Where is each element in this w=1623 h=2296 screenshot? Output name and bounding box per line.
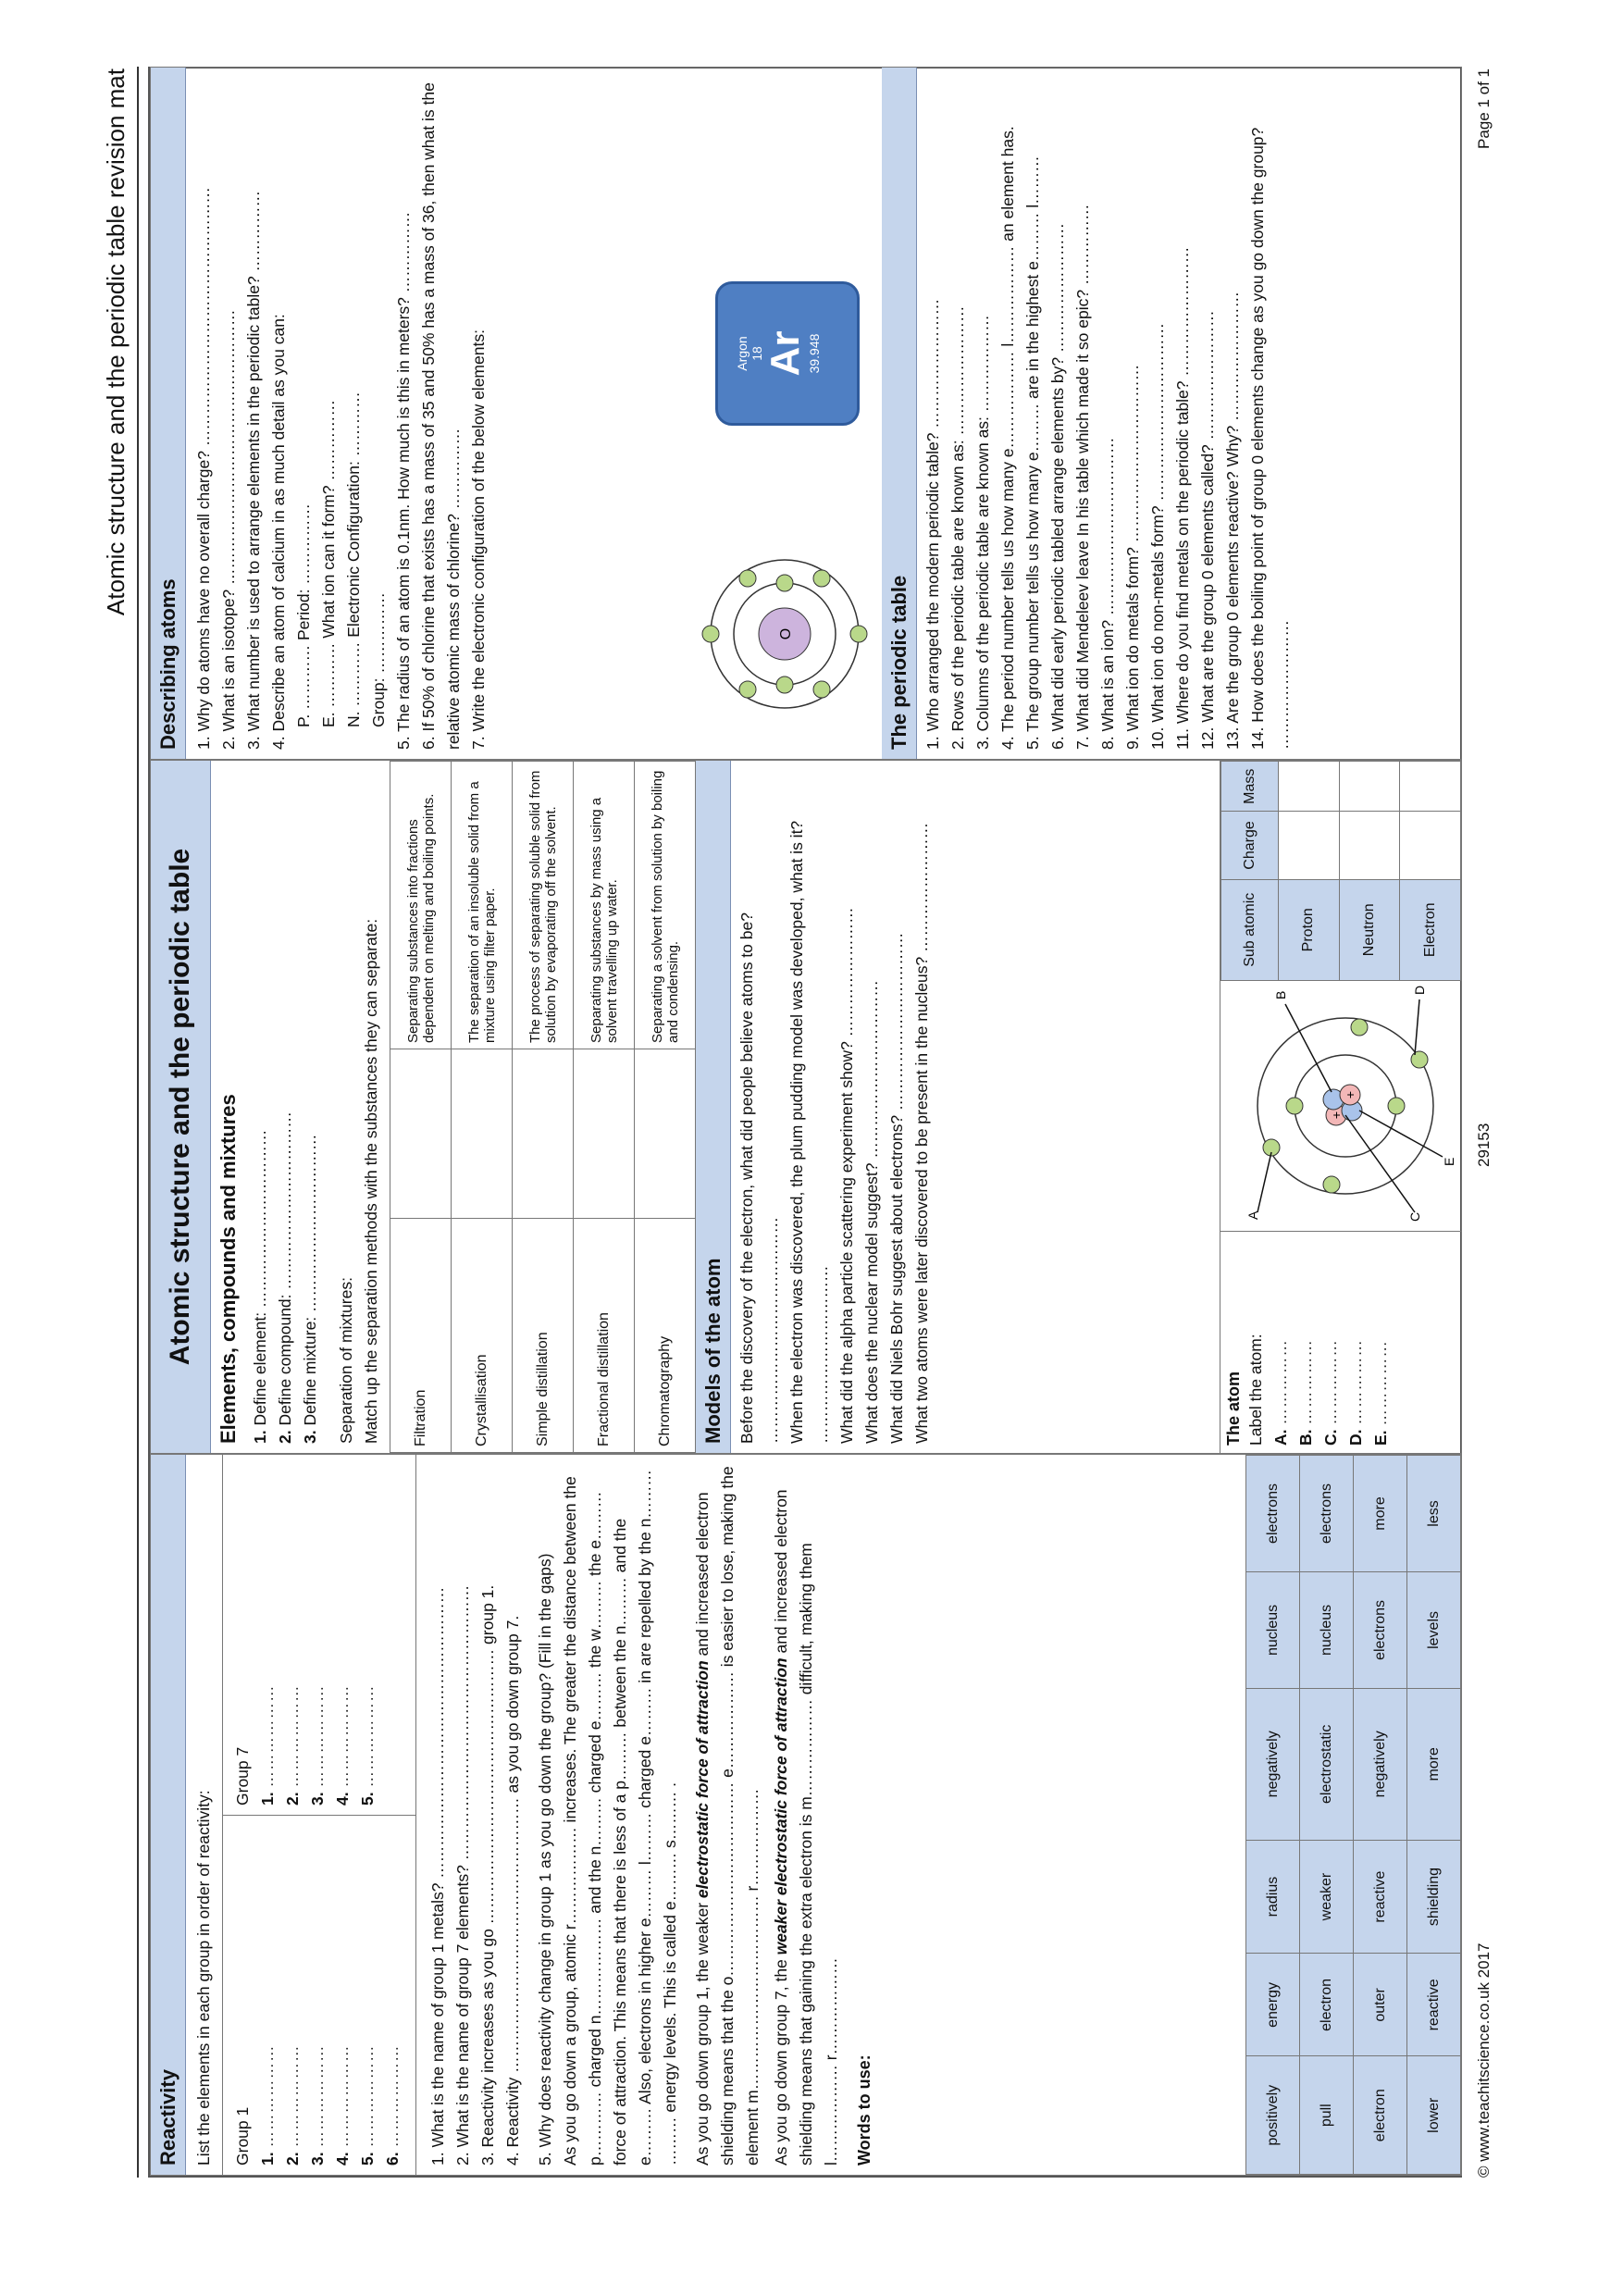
group7-list — [223, 1455, 415, 1815]
describing-heading: Describing atoms — [151, 68, 186, 759]
describing-question: 4. Describe an atom of calcium in as much detail as you can: — [269, 314, 288, 750]
reactivity-question: 2. What is the name of group 7 elements? …………………………………………… — [453, 1584, 472, 2166]
group7-paragraph: As you go down group 7, the weaker electrostatic force of attraction and increased electron shielding means that gaining the extra electron is m……………… difficult, making them l……………… r……………… — [772, 1489, 840, 2166]
electron-shell-diagram — [697, 537, 873, 731]
argon-tile — [715, 281, 860, 426]
pt-question: 5. The group number tells us how many e……… are in the highest e……… l……… — [1023, 155, 1042, 750]
description-5: Separating a solvent from solution by boiling and condensing. — [635, 762, 696, 1049]
method-simple-distillation: Simple distillation — [513, 1219, 574, 1453]
group1-entry: 6. ……………… — [383, 2044, 402, 2166]
word-cell: positively — [1246, 2056, 1300, 2175]
pointer-c — [1345, 1115, 1415, 1212]
group7-entry: 5. ……………… — [358, 1684, 377, 1806]
pt-question: 3. Columns of the periodic table are known as: ……………… — [973, 315, 992, 750]
method-fractional-distillation: Fractional distillation — [574, 1219, 635, 1453]
atom-label-b: B. …………… — [1296, 1339, 1315, 1446]
separation-match-table — [390, 761, 696, 1453]
electron — [1388, 1098, 1405, 1114]
group1-entry: 4. ……………… — [333, 2044, 352, 2166]
pt-question: 1. Who arranged the modern periodic table? …………………… — [923, 298, 942, 750]
description-1: Separating substances into fractions dependent on melting and boiling points. — [390, 762, 452, 1049]
word-cell: radius — [1246, 1840, 1300, 1954]
atom-section — [1220, 761, 1461, 1453]
pt-question: 10. What ion do non-metals form? …………………………… — [1148, 323, 1167, 750]
pt-question: 8. What is an ion? …………………………… — [1098, 437, 1117, 750]
word-cell: electrons — [1300, 1456, 1354, 1572]
pt-question: 13. Are the group 0 elements reactive? Why? …………………… — [1223, 291, 1242, 750]
describing-questions — [186, 68, 497, 759]
describing-question: 5. The radius of an atom is 0.1nm. How much is this in meters? …………… — [394, 211, 413, 750]
reactivity-question-5: 5. Why does reactivity change in group 1 as you go down the group? (Fill in the gaps) — [536, 1553, 554, 2166]
models-question: What did Niels Bohr suggest about electrons? …………………………… — [887, 932, 906, 1444]
middle-panel — [150, 760, 1462, 1454]
page-header-title: Atomic structure and the periodic table revision mat — [102, 68, 130, 616]
describing-question: 1. Why do atoms have no overall charge? ………………………………………… — [194, 187, 213, 750]
word-cell: outer — [1354, 1954, 1407, 2056]
atom-letter-b: B — [1273, 990, 1288, 999]
pt-question: 9. What ion do metals form? …………………………… — [1123, 364, 1142, 750]
periodic-table-heading: The periodic table — [882, 68, 917, 759]
argon-mass: 39.948 — [807, 333, 822, 374]
calcium-group: Group: …………… — [369, 592, 388, 727]
define-mixture: 3. Define mixture: …………………………… — [301, 1134, 319, 1444]
word-cell: negatively — [1354, 1688, 1407, 1840]
reactivity-heading: Reactivity — [151, 1455, 186, 2175]
atom-label-e: E. …………… — [1371, 1340, 1390, 1446]
atom-instruction: Label the atom: — [1246, 1334, 1265, 1446]
define-compound: 2. Define compound: …………………………… — [276, 1111, 294, 1444]
define-element: 1. Define element: …………………………… — [251, 1129, 269, 1444]
method-chromatography: Chromatography — [635, 1219, 696, 1453]
word-cell: electrons — [1354, 1571, 1407, 1688]
describing-question: 6. If 50% of chlorine that exists has a mass of 35 and 50% has a mass of 36, then what is the relative atomic mass of chlorine? …………… — [419, 82, 463, 750]
models-question: What two atoms were later discovered to be present in the nucleus? …………………… — [912, 822, 931, 1444]
main-title: Atomic structure and the periodic table — [151, 761, 211, 1453]
models-question: Before the discovery of the electron, what did people believe atoms to be? …………………………………… — [737, 912, 781, 1444]
charge-header: Charge — [1221, 812, 1279, 879]
header-rule — [137, 67, 139, 2178]
atom-letter-e: E — [1442, 1157, 1456, 1166]
mass-header: Mass — [1221, 762, 1279, 812]
atom-letter-d: D — [1412, 985, 1427, 995]
word-cell: nucleus — [1246, 1571, 1300, 1688]
footer-code: 29153 — [1475, 1123, 1493, 1167]
word-cell: levels — [1407, 1571, 1461, 1688]
pt-question: 6. What did early periodic tabled arrange elements by? …………………… — [1048, 223, 1067, 750]
atom-letter-a: A — [1245, 1210, 1260, 1220]
models-question: When the electron was discovered, the plum pudding model was developed, what is it? …………………………… — [787, 820, 831, 1444]
neutron-row: Neutron — [1339, 879, 1400, 980]
calcium-electrons: E. ………… What ion can it form? …………… — [319, 400, 338, 727]
describing-panel — [150, 67, 1462, 760]
words-to-use-label: Words to use: — [855, 2054, 873, 2166]
argon-name: Argon — [735, 336, 750, 371]
models-heading: Models of the atom — [696, 761, 731, 1453]
models-questions — [731, 761, 938, 1453]
reactivity-q5-gap-text: As you go down a group, atomic r……………… increases. The greater the distance between the p………… charged n……………… and the n……… charged e……… the w……… the e……… force of attraction. This means that there is less of a p……… between the n……… and the e……… Also, electrons in higher e……… l……… charged e……… in are repelled by the n……… ……… energy levels. This is called e……… s……… . — [561, 1470, 679, 2166]
reactivity-panel — [150, 1454, 1462, 2176]
group1-list — [223, 1815, 415, 2175]
group1-entry: 5. ……………… — [358, 2044, 377, 2166]
electron — [813, 570, 830, 587]
describing-question: 3. What number is used to arrange elements in the periodic table? …………… — [244, 190, 263, 750]
word-cell: negatively — [1246, 1688, 1300, 1840]
atom-label-list — [1220, 1231, 1461, 1453]
word-cell: electron — [1300, 1954, 1354, 2056]
reactivity-instruction: List the elements in each group in order of reactivity: — [186, 1455, 223, 2175]
group7-entry: 3. ……………… — [308, 1684, 327, 1806]
footer-page: Page 1 of 1 — [1475, 68, 1493, 149]
group1-paragraph: As you go down group 1, the weaker electrostatic force of attraction and increased electron shielding means that the o……………………………… e……………… is easier to lose, making the element m……………………………… r……………… — [693, 1466, 762, 2166]
pt-question: 12. What are the group 0 elements called? …………………… — [1198, 310, 1217, 750]
word-cell: nucleus — [1300, 1571, 1354, 1688]
group7-label: Group 7 — [233, 1746, 252, 1806]
proton-row: Proton — [1279, 879, 1340, 980]
electron — [1411, 1051, 1428, 1068]
pt-question: 2. Rows of the periodic table are known as: …………………… — [948, 305, 967, 750]
electron — [1323, 1176, 1340, 1193]
group7-entry: 4. ……………… — [333, 1684, 352, 1806]
models-question: What does the nuclear model suggest? …………………………… — [862, 980, 881, 1444]
calcium-protons: P. ………… Period: …………… — [294, 503, 313, 727]
electron-row: Electron — [1400, 879, 1461, 980]
reactivity-question: 1. What is the name of group 1 metals? ……………………………………………… — [428, 1586, 447, 2166]
svg-text:+: + — [1329, 1111, 1344, 1120]
describing-question: 2. What is an isotope? …………………………………………… — [219, 309, 238, 750]
separation-heading: Separation of mixtures: — [337, 1277, 355, 1444]
electron — [813, 681, 830, 698]
electron — [776, 575, 793, 591]
pointer-b — [1285, 1004, 1332, 1092]
atom-diagram — [1220, 981, 1461, 1231]
svg-text:+: + — [1343, 1090, 1357, 1099]
electron — [776, 676, 793, 693]
atom-letter-c: C — [1407, 1211, 1422, 1222]
group1-entry: 1. ……………… — [258, 2044, 277, 2166]
electron — [739, 570, 756, 587]
word-cell: pull — [1300, 2056, 1354, 2175]
atom-label-c: C. …………… — [1321, 1339, 1340, 1446]
description-2: The separation of an insoluble solid from a mixture using filter paper. — [452, 762, 513, 1049]
pt-question: 14. How does the boiling point of group 0 elements change as you go down the group? …………………… — [1248, 127, 1292, 750]
word-cell: electron — [1354, 2056, 1407, 2175]
group1-entry: 2. ……………… — [283, 2044, 302, 2166]
word-cell: electrostatic — [1300, 1688, 1354, 1840]
subatomic-header: Sub atomic — [1221, 879, 1279, 980]
group7-entry: 1. ……………… — [258, 1684, 277, 1806]
describing-question: 7. Write the electronic configuration of the below elements: — [469, 329, 488, 750]
word-cell: lower — [1407, 2056, 1461, 2175]
group1-label: Group 1 — [233, 2106, 252, 2166]
pointer-d — [1415, 999, 1419, 1055]
word-cell: electrons — [1246, 1456, 1300, 1572]
electron — [739, 681, 756, 698]
word-cell: more — [1407, 1688, 1461, 1840]
atom-heading: The atom — [1224, 1371, 1243, 1446]
calcium-neutrons: N. ………… Electronic Configuration: ………… — [344, 391, 363, 727]
word-cell: more — [1354, 1456, 1407, 1572]
word-cell: energy — [1246, 1954, 1300, 2056]
ecm-heading: Elements, compounds and mixtures — [211, 761, 246, 1453]
atom-label-d: D. …………… — [1346, 1339, 1365, 1446]
argon-number: 18 — [750, 346, 764, 361]
method-filtration: Filtration — [390, 1219, 452, 1453]
pt-question: 11. Where do you find metals on the periodic table? …………………… — [1173, 246, 1192, 750]
electron — [702, 626, 719, 642]
pt-question: 7. What did Mendeleev leave In his table which made it so epic? …………… — [1073, 204, 1092, 750]
method-crystallisation: Crystallisation — [452, 1219, 513, 1453]
reactivity-question: 3. Reactivity increases as you go …………………………………………… group 1. — [478, 1584, 497, 2166]
electron — [1286, 1098, 1303, 1114]
electron — [1351, 1019, 1368, 1036]
nucleus-label: O — [778, 627, 794, 640]
group7-entry: 2. ……………… — [283, 1684, 302, 1806]
description-4: Separating substances by mass using a solvent travelling up water. — [574, 762, 635, 1049]
word-cell: reactive — [1407, 1954, 1461, 2056]
reactivity-question: 4. Reactivity …………………………………………… as you go down group 7. — [503, 1615, 522, 2166]
argon-symbol: Ar — [762, 330, 808, 377]
group1-entry: 3. ……………… — [308, 2044, 327, 2166]
pointer-a — [1258, 1152, 1271, 1212]
atom-label-a: A. …………… — [1271, 1339, 1290, 1446]
reactivity-questions — [416, 1455, 874, 2175]
description-3: The process of separating soluble solid from solution by evaporating off the solvent. — [513, 762, 574, 1049]
word-cell: shielding — [1407, 1840, 1461, 1954]
word-cell: reactive — [1354, 1840, 1407, 1954]
words-table — [1245, 1455, 1461, 2175]
electron — [850, 626, 867, 642]
definitions — [246, 761, 386, 1453]
separation-instruction: Match up the separation methods with the substances they can separate: — [362, 918, 380, 1444]
word-cell: weaker — [1300, 1840, 1354, 1954]
periodic-table-questions — [921, 68, 1295, 759]
word-cell: less — [1407, 1456, 1461, 1572]
subatomic-table — [1220, 761, 1461, 981]
mat-frame — [148, 67, 1462, 2178]
footer-copyright: © www.teachitscience.co.uk 2017 — [1475, 1942, 1493, 2178]
pt-question: 4. The period number tells us how many e……………… l……………… an element has. — [998, 126, 1017, 750]
group-lists — [223, 1455, 416, 2175]
models-question: What did the alpha particle scattering experiment show? …………………… — [837, 907, 856, 1444]
